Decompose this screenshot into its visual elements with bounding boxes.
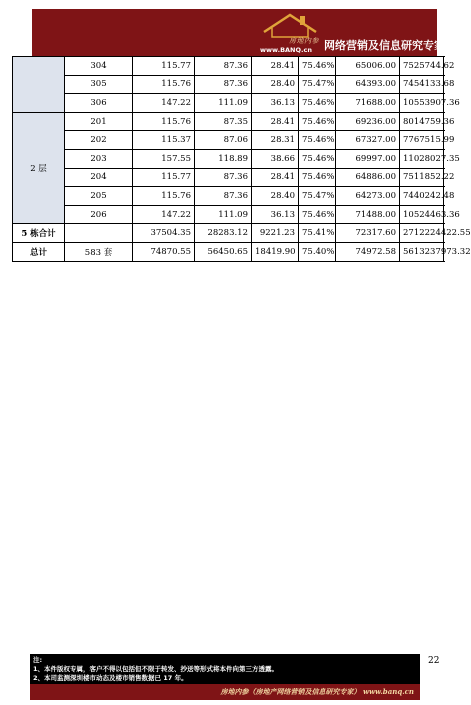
note-1: 1、本件版权专属，客户不得以包括但不限于转发、抄送等形式将本件向第三方透露。	[33, 665, 279, 673]
value-cell: 115.76	[133, 187, 195, 206]
value-cell: 111.09	[195, 94, 252, 113]
unit-cell: 304	[65, 57, 133, 76]
value-cell: 87.06	[195, 131, 252, 150]
value-cell: 36.13	[252, 205, 299, 224]
value-cell: 10524463.36	[400, 205, 444, 224]
table-row	[13, 168, 444, 187]
value-cell: 87.36	[195, 187, 252, 206]
table-row	[13, 94, 444, 113]
unit-cell: 201	[65, 112, 133, 131]
value-cell: 75.41%	[299, 224, 336, 243]
value-cell: 75.40%	[299, 242, 336, 261]
value-cell: 69997.00	[336, 149, 400, 168]
footer-notes	[30, 654, 420, 684]
logo-text: 房地内参	[289, 37, 319, 45]
value-cell: 28.41	[252, 57, 299, 76]
unit-cell: 305	[65, 75, 133, 94]
floor-cell: 2 层	[13, 112, 65, 224]
value-cell: 74870.55	[133, 242, 195, 261]
value-cell: 115.76	[133, 112, 195, 131]
unit-cell: 204	[65, 168, 133, 187]
value-cell: 75.46%	[299, 131, 336, 150]
value-cell: 87.36	[195, 75, 252, 94]
value-cell: 8014759.36	[400, 112, 444, 131]
value-cell: 7454133.68	[400, 75, 444, 94]
table-row	[13, 205, 444, 224]
value-cell: 2712224422.55	[400, 224, 444, 243]
value-cell: 72317.60	[336, 224, 400, 243]
table-row	[13, 149, 444, 168]
floor-cell	[13, 57, 65, 113]
value-cell: 18419.90	[252, 242, 299, 261]
table-row	[13, 131, 444, 150]
page-number: 22	[428, 656, 440, 666]
value-cell: 7767515.99	[400, 131, 444, 150]
value-cell: 147.22	[133, 94, 195, 113]
value-cell: 115.77	[133, 57, 195, 76]
sales-table	[12, 56, 471, 262]
table-body	[13, 57, 471, 262]
value-cell: 75.46%	[299, 205, 336, 224]
subtotal-row	[13, 224, 444, 243]
unit-cell: 306	[65, 94, 133, 113]
value-cell: 71488.00	[336, 205, 400, 224]
value-cell: 28.41	[252, 112, 299, 131]
table-row	[13, 112, 444, 131]
value-cell: 64393.00	[336, 75, 400, 94]
total-row	[13, 242, 444, 261]
value-cell: 5613237973.32	[400, 242, 444, 261]
value-cell: 75.46%	[299, 168, 336, 187]
value-cell: 28.40	[252, 187, 299, 206]
report-header	[32, 9, 445, 56]
table-row	[13, 187, 444, 206]
value-cell: 118.89	[195, 149, 252, 168]
value-cell: 115.77	[133, 168, 195, 187]
unit-cell: 206	[65, 205, 133, 224]
logo-url: www.BANQ.cn	[260, 46, 312, 54]
value-cell: 75.46%	[299, 94, 336, 113]
value-cell: 28.40	[252, 75, 299, 94]
value-cell: 38.66	[252, 149, 299, 168]
value-cell: 75.47%	[299, 75, 336, 94]
table-row	[13, 75, 444, 94]
note-2: 2、本司监测深圳楼市动态及楼市销售数据已 17 年。	[33, 674, 188, 682]
value-cell: 69236.00	[336, 112, 400, 131]
value-cell: 7440242.48	[400, 187, 444, 206]
house-logo-icon	[260, 12, 320, 38]
value-cell: 11028027.35	[400, 149, 444, 168]
value-cell: 115.76	[133, 75, 195, 94]
subtotal-label: 5 栋合计	[13, 224, 65, 243]
table-row	[13, 57, 444, 76]
unit-cell	[65, 224, 133, 243]
unit-cell: 205	[65, 187, 133, 206]
value-cell: 9221.23	[252, 224, 299, 243]
value-cell: 74972.58	[336, 242, 400, 261]
value-cell: 64273.00	[336, 187, 400, 206]
value-cell: 67327.00	[336, 131, 400, 150]
footer-bar	[30, 684, 420, 700]
value-cell: 115.37	[133, 131, 195, 150]
unit-cell: 203	[65, 149, 133, 168]
value-cell: 157.55	[133, 149, 195, 168]
value-cell: 36.13	[252, 94, 299, 113]
header-title: 网络营销及信息研究专家	[324, 39, 445, 52]
footer-brand-text: 房地内参（房地产网络营销及信息研究专家） www.banq.cn	[220, 687, 414, 696]
value-cell: 65006.00	[336, 57, 400, 76]
value-cell: 7511852.22	[400, 168, 444, 187]
value-cell: 87.36	[195, 57, 252, 76]
value-cell: 28.31	[252, 131, 299, 150]
total-label: 总计	[13, 242, 65, 261]
unit-cell: 583 套	[65, 242, 133, 261]
value-cell: 75.46%	[299, 57, 336, 76]
value-cell: 56450.65	[195, 242, 252, 261]
value-cell: 87.36	[195, 168, 252, 187]
value-cell: 28283.12	[195, 224, 252, 243]
value-cell: 75.46%	[299, 112, 336, 131]
value-cell: 75.46%	[299, 149, 336, 168]
value-cell: 111.09	[195, 205, 252, 224]
value-cell: 75.47%	[299, 187, 336, 206]
value-cell: 87.35	[195, 112, 252, 131]
value-cell: 28.41	[252, 168, 299, 187]
note-label: 注:	[33, 656, 43, 664]
value-cell: 147.22	[133, 205, 195, 224]
value-cell: 10553907.36	[400, 94, 444, 113]
value-cell: 64886.00	[336, 168, 400, 187]
value-cell: 37504.35	[133, 224, 195, 243]
value-cell: 7525744.62	[400, 57, 444, 76]
unit-cell: 202	[65, 131, 133, 150]
value-cell: 71688.00	[336, 94, 400, 113]
